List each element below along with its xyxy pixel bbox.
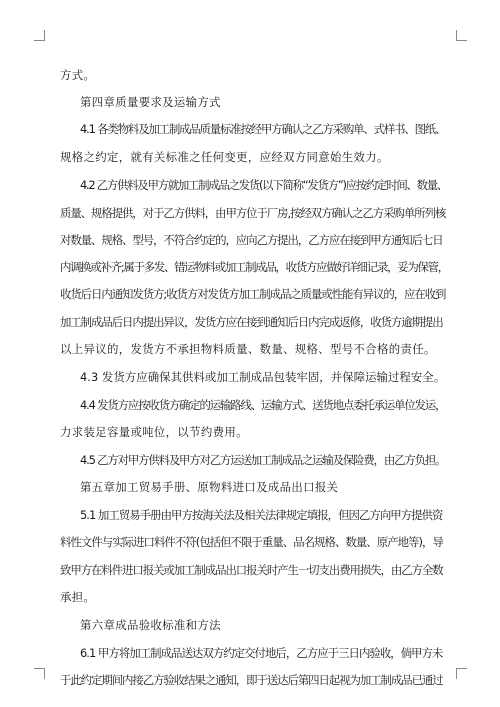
paragraph-line: 于此约定期间内接乙方验收结果之通知，即于送达后第四日起视为加工制成品已通过 — [60, 673, 443, 687]
clause-line: 4.1 各类物料及加工制成品质量标准按经甲方确认之乙方采购单、式样书、图纸、 — [80, 122, 446, 136]
crop-mark-bottom-right — [456, 668, 467, 679]
paragraph-line: 收货后日内通知发货方;收货方对发货方加工制成品之质量或性能有异议的，应在收到 — [60, 287, 446, 301]
paragraph-line: 内调换或补齐;属于多发、错运物料或加工制成品，收货方应做好详细记录，妥为保管， — [60, 260, 448, 274]
paragraph-line: 对数量、规格、型号，不符合约定的，应向乙方提出，乙方应在接到甲方通知后七日 — [60, 233, 443, 247]
crop-mark-top-right — [456, 30, 467, 41]
paragraph-line: 方式。 — [60, 68, 96, 82]
paragraph-line: 规格之约定，就有关标准之任何变更，应经双方同意始生效力。 — [60, 150, 389, 164]
clause-line: 4.3 发货方应确保其供料或加工制成品包装牢固，并保障运输过程安全。 — [80, 370, 446, 384]
paragraph-line: 承担。 — [60, 590, 96, 604]
paragraph-line: 力求装足容量或吨位，以节约费用。 — [60, 425, 248, 439]
chapter-heading: 第四章质量要求及运输方式 — [80, 95, 221, 109]
clause-line: 4.2 乙方供料及甲方就加工制成品之发货(以下简称“发货方”)应按约定时间、数量、 — [80, 178, 448, 192]
paragraph-line: 质量、规格提供，对于乙方供料，由甲方位于厂房,按经双方确认之乙方采购单所列核 — [60, 206, 446, 220]
crop-mark-top-left — [34, 30, 45, 41]
paragraph-line: 致甲方在料件进口报关或加工制成品出口报关时产生一切支出费用损失，由乙方全数 — [60, 563, 443, 577]
chapter-heading: 第六章成品验收标准和方法 — [80, 618, 221, 632]
clause-line: 4.4 发货方应按收货方确定的运输路线、运输方式、送货地点委托承运单位发运， — [80, 398, 446, 412]
crop-mark-bottom-left — [34, 668, 45, 679]
paragraph-line: 加工制成品后日内提出异议，发货方应在接到通知后日内完成返修，收货方逾期提出 — [60, 315, 443, 329]
paragraph-line: 以上异议的，发货方不承担物料质量、数量、规格、型号不合格的责任。 — [60, 342, 436, 356]
clause-line: 4.5 乙方对甲方供料及甲方对乙方运送加工制成品之运输及保险费，由乙方负担。 — [80, 453, 446, 467]
paragraph-line: 料性文件与实际进口料件不符(包括但不限于重量、品名规格、数量、原产地等)，导 — [60, 535, 443, 549]
clause-line: 5.1 加工贸易手册由甲方按海关法及相关法律规定填报，但因乙方向甲方提供资 — [80, 508, 443, 522]
chapter-heading: 第五章加工贸易手册、原物料进口及成品出口报关 — [80, 480, 339, 494]
clause-line: 6.1 甲方将加工制成品送达双方约定交付地后，乙方应于三日内验收，倘甲方未 — [80, 646, 443, 660]
